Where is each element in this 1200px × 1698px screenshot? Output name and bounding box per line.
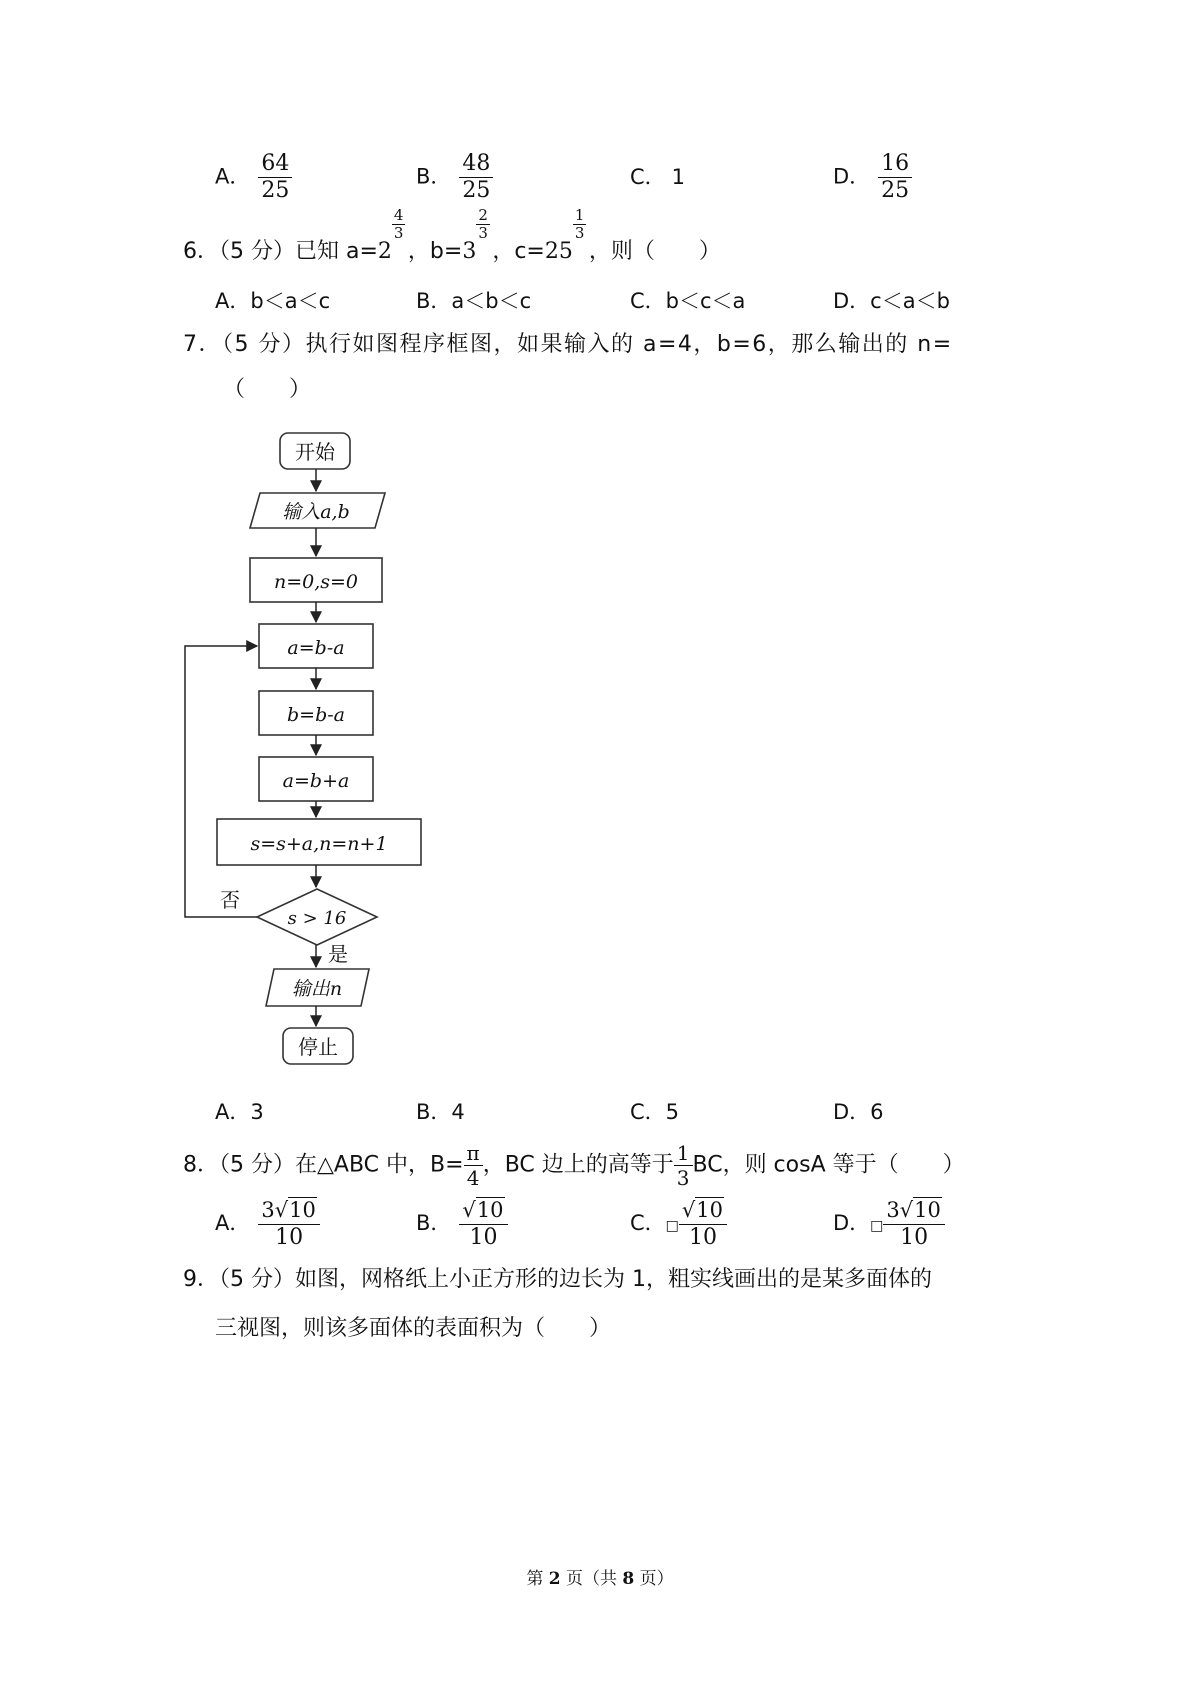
q5-option-b: B． $\frac{48}{25}$ xyxy=(416,152,493,203)
q7-option-a: A．3 xyxy=(215,1100,264,1124)
q5-option-d: D． $\frac{16}{25}$ xyxy=(833,152,912,203)
page-number: 2 xyxy=(548,1569,561,1589)
q7-flowchart xyxy=(150,420,450,1080)
flowchart-output-label: 输出n xyxy=(291,978,343,1000)
q8-option-d: D．□ $\frac{3√10}{10}$ xyxy=(833,1198,945,1250)
q7-option-d: D．6 xyxy=(833,1100,884,1124)
missing-glyph-icon: □ xyxy=(665,1218,679,1234)
q5-option-a-fraction: $\frac{64}{25}$ xyxy=(258,152,292,203)
flowchart-no-label: 否 xyxy=(220,888,240,912)
q8-option-c: C．□ $\frac{√10}{10}$ xyxy=(630,1198,727,1250)
q9-stem-line2: 三视图，则该多面体的表面积为（ ） xyxy=(215,1316,612,1341)
flowchart-step1-label: a=b-a xyxy=(287,637,345,659)
page-total: 8 xyxy=(622,1569,635,1589)
flowchart-step2-label: b=b-a xyxy=(287,704,345,726)
q8-option-b: B． $\frac{√10}{10}$ xyxy=(416,1198,508,1250)
q5-option-b-fraction: $\frac{48}{25}$ xyxy=(459,152,493,203)
q8-option-a: A． $\frac{3√10}{10}$ xyxy=(215,1198,320,1250)
q5-option-a: A． $\frac{64}{25}$ xyxy=(215,152,292,203)
q7-option-c: C．5 xyxy=(630,1100,680,1124)
flowchart-arrows xyxy=(185,469,316,1026)
q6-option-d: D．c＜a＜b xyxy=(833,289,950,313)
q7-option-b: B．4 xyxy=(416,1100,465,1124)
q5-option-c: C． 1 xyxy=(630,165,686,189)
flowchart-step3-label: a=b+a xyxy=(282,770,350,792)
q6-option-a: A．b＜a＜c xyxy=(215,289,331,313)
flowchart-yes-label: 是 xyxy=(328,942,348,966)
q8-stem: 8．（5 分）在△ABC 中，B= $\frac{\pi}{4}$ ，BC 边上的高等于 $\frac{1}{3}$ BC，则 cosA 等于（ ） xyxy=(183,1141,965,1190)
q7-stem-line1: 7．（5 分）执行如图程序框图，如果输入的 a=4，b=6，那么输出的 n= xyxy=(183,332,953,357)
q6-b-power: 3 $\frac{2}{3}$ xyxy=(462,206,488,264)
q8-height-fraction: $\frac{1}{3}$ xyxy=(674,1142,693,1189)
missing-glyph-icon: □ xyxy=(870,1218,884,1234)
q6-stem: 6．（5 分）已知 a=2 $\frac{4}{3}$ ，b=3 $\frac{2}{3}$ ，c=25 $\frac{1}{3}$ ，则（ ） xyxy=(183,237,721,267)
q8-angle-fraction: $\frac{\pi}{4}$ xyxy=(464,1142,483,1189)
q9-stem-line1: 9．（5 分）如图，网格纸上小正方形的边长为 1，粗实线画出的是某多面体的 xyxy=(183,1267,932,1292)
q6-c-power: 25 $\frac{1}{3}$ xyxy=(544,206,585,264)
page-footer: 第 2 页（共 8 页） xyxy=(526,1569,674,1589)
flowchart-step4-label: s=s+a,n=n+1 xyxy=(250,833,388,855)
flowchart-condition-label: s > 16 xyxy=(287,908,347,929)
flowchart-start-label: 开始 xyxy=(295,440,335,464)
q6-option-b: B．a＜b＜c xyxy=(416,289,532,313)
flowchart-input-label: 输入a,b xyxy=(282,501,350,523)
q6-option-c: C．b＜c＜a xyxy=(630,289,746,313)
q5-option-d-fraction: $\frac{16}{25}$ xyxy=(878,152,912,203)
flowchart-init-label: n=0,s=0 xyxy=(273,571,359,593)
q7-stem-line2: （ ） xyxy=(223,377,312,402)
flowchart-stop-label: 停止 xyxy=(298,1035,338,1059)
q6-a-power: 2 $\frac{4}{3}$ xyxy=(377,206,404,264)
